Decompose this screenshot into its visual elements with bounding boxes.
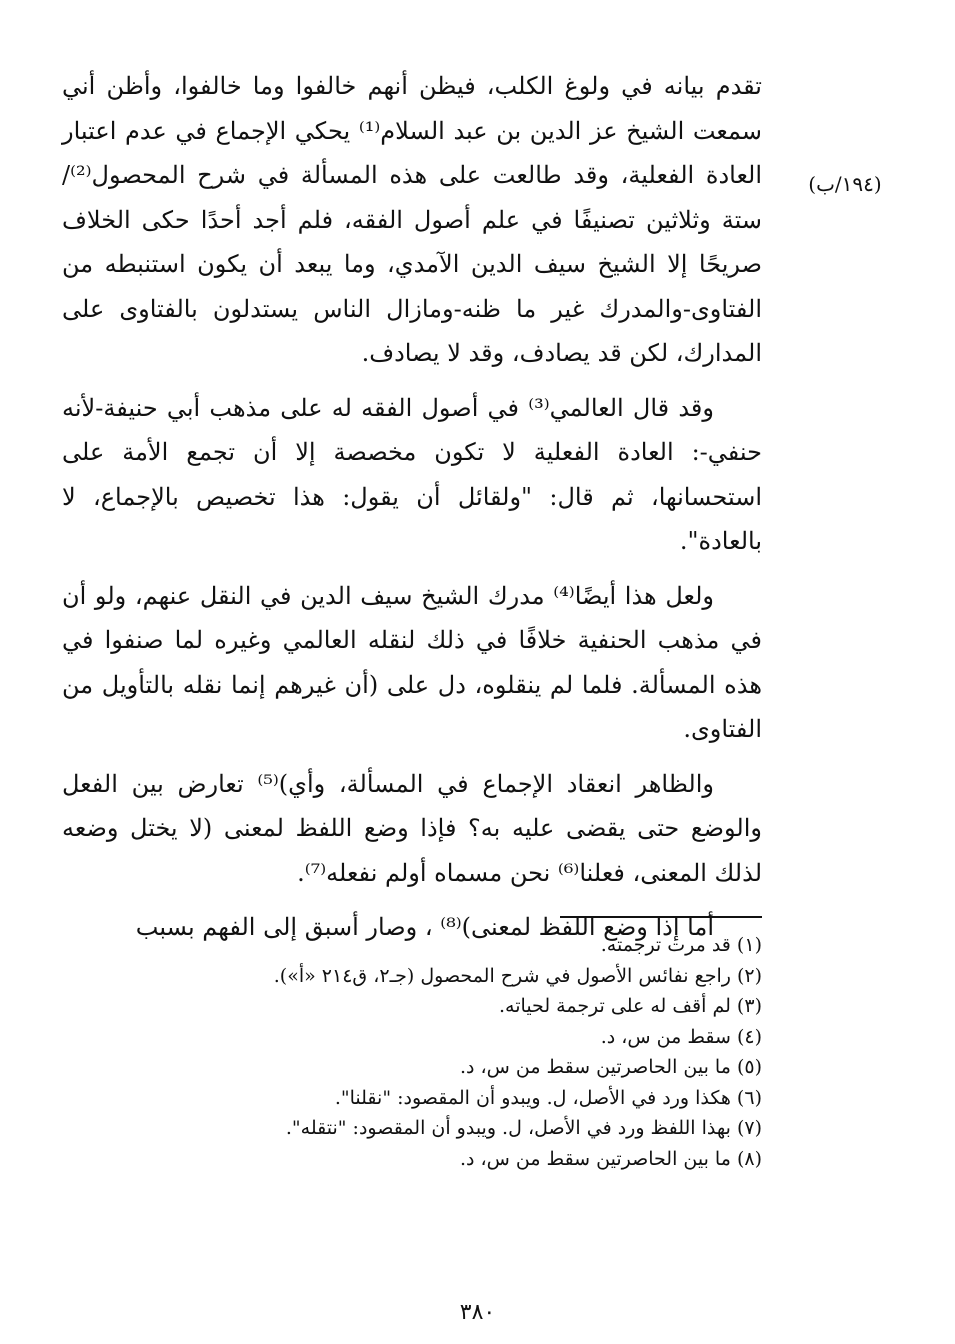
footnote-5: (٥) ما بين الحاصرتين سقط من س، د. xyxy=(459,1056,762,1078)
footnote-divider xyxy=(560,916,762,918)
footnote-4: (٤) سقط من س، د. xyxy=(600,1025,762,1048)
footnote-3: (٣) لم أقف له على ترجمة لحياته. xyxy=(499,995,762,1017)
paragraph-2: وقد قال العالمي⁽³⁾ في أصول الفقه له على مذهب أبي حنيفة-لأنه حنفي-: العادة الفعلية لا تكون مخصصة إلا أن تجمع الأمة على استحسانها، ثم قال: "ولقائل أن يقول: هذا تخصيص بالإجماع، لا بالعادة". xyxy=(62,393,762,555)
paragraph-3: ولعل هذا أيضًا⁽⁴⁾ مدرك الشيخ سيف الدين في النقل عنهم، ولو أن في مذهب الحنفية خلافًا في ذلك لنقله العالمي وغيره لما صنفوا في هذه المسألة. فلما لم ينقلوه، دل على (أن غيرهم إنما نقله بالتأويل من الفتاوى. xyxy=(62,581,762,743)
footnote-2: (٢) راجع نفائس الأصول في شرح المحصول (جـ٢، ق٢١٤ «أ»). xyxy=(273,964,762,987)
paragraph-5: أما إذا وضع اللفظ لمعنى)⁽⁸⁾ ، وصار أسبق إلى الفهم بسبب xyxy=(135,913,714,941)
paragraph-4: والظاهر انعقاد الإجماع في المسألة، وأي)⁽⁵⁾ تعارض بين الفعل والوضع حتى يقضى عليه به؟ فإذا وضع اللفظ لمعنى (لا يختل وضعه لذلك المعنى، فعلنا⁽⁶⁾ نحن مسماه أولم نفعله⁽⁷⁾. xyxy=(62,769,762,887)
footnote-7: (٧) بهذا اللفظ ورد في الأصل، ل. ويبدو أن المقصود: "نتقله". xyxy=(285,1117,762,1139)
footnote-8: (٨) ما بين الحاصرتين سقط من س، د. xyxy=(459,1147,762,1170)
footnote-1: (١) قد مرت ترجمته. xyxy=(600,934,762,956)
page-number: ٣٨٠ xyxy=(459,1300,496,1325)
footnote-6: (٦) هكذا ورد في الأصل، ل. ويبدو أن المقصود: "نقلنا". xyxy=(334,1086,762,1109)
footnotes xyxy=(62,930,762,1174)
main-text xyxy=(62,64,762,960)
margin-folio-note: (١٩٤/ب) xyxy=(808,172,882,196)
paragraph-1: تقدم بيانه في ولوغ الكلب، فيظن أنهم خالفوا وما خالفوا، وأظن أني سمعت الشيخ عز الدين بن عبد السلام⁽¹⁾ يحكي الإجماع في عدم اعتبار العادة الفعلية، وقد طالعت على هذه المسألة في شرح المحصول⁽²⁾/ ستة وثلاثين تصنيفًا في علم أصول الفقه، فلم أجد أحدًا حكى الخلاف صريحًا إلا الشيخ سيف الدين الآمدي، وما يبعد أن يكون استنبطه من الفتاوى-والمدرك غير ما ظنه-ومازال الناس يستدلون بالفتاوى على المدارك، لكن قد يصادف، وقد لا يصادف. xyxy=(62,72,762,367)
